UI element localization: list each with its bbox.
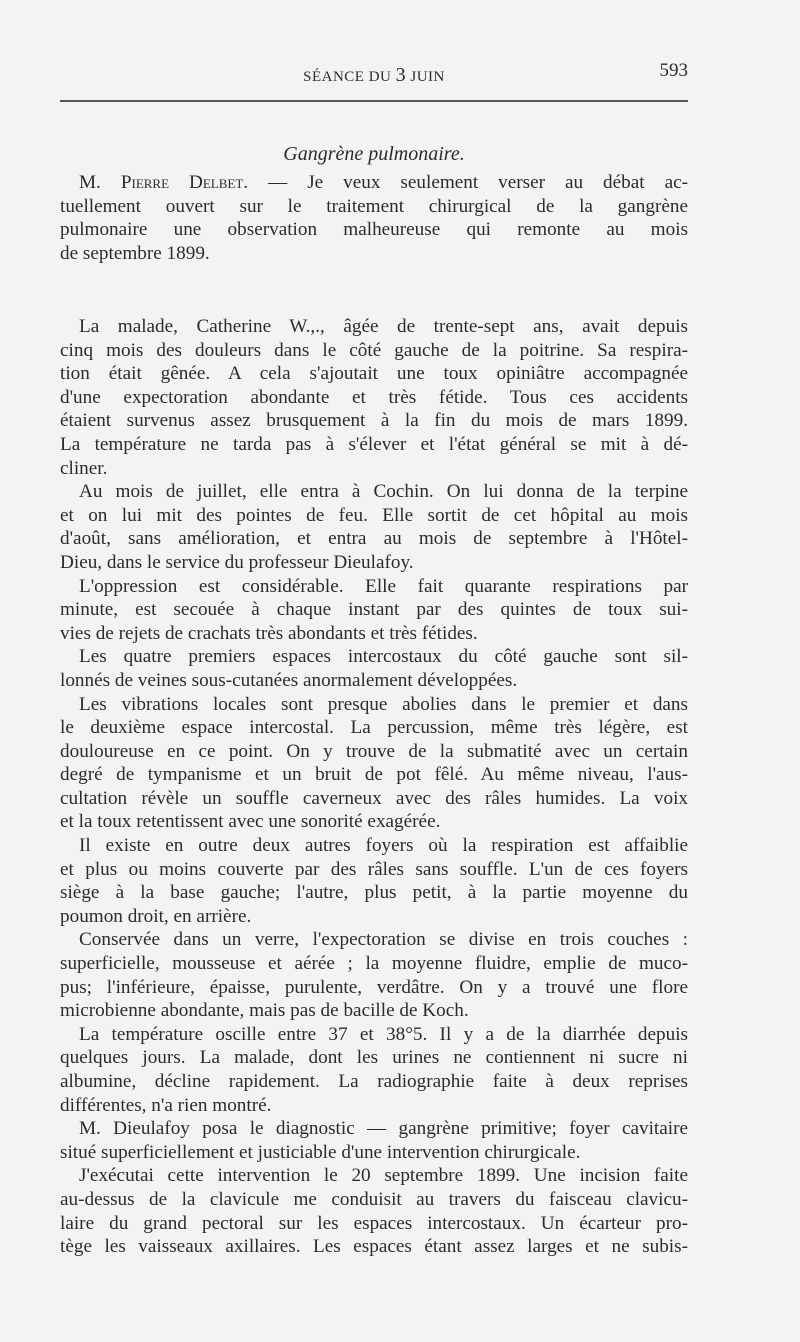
text-line: tuellement ouvert sur le traitement chirurgical de la gangrène [60, 195, 688, 217]
text-line: le deuxième espace intercostal. La percussion, même très légère, est [60, 717, 688, 739]
text-line: pulmonaire une observation malheureuse qui remonte au mois [60, 219, 688, 241]
text-line: La malade, Catherine W.,., âgée de trente-sept ans, avait depuis [79, 316, 688, 337]
text-line: situé superficiellement et justiciable d'une intervention chirurgicale. [60, 1141, 581, 1163]
text-line: cinq mois des douleurs dans le côté gauche de la poitrine. Sa respira- [60, 339, 688, 361]
text-line: siège à la base gauche; l'autre, plus petit, à la partie moyenne du [60, 882, 688, 904]
text-line: quelques jours. La malade, dont les urines ne contiennent ni sucre ni [60, 1047, 688, 1069]
text-line: Au mois de juillet, elle entra à Cochin. On lui donna de la terpine [79, 481, 688, 503]
page-number: 593 [659, 60, 688, 81]
text-line: microbienne abondante, mais pas de bacille de Koch. [60, 1000, 469, 1022]
text-line: poumon droit, en arrière. [60, 905, 252, 927]
text-line: cliner. [60, 457, 108, 479]
text-line: albumine, décline rapidement. La radiographie faite à deux reprises [60, 1071, 688, 1092]
text-line: La température oscille entre 37 et 38°5. Il y a de la diarrhée depuis [79, 1023, 688, 1045]
text-line: lonnés de veines sous-cutanées anormalement développées. [60, 669, 518, 691]
text-line: différentes, n'a rien montré. [60, 1094, 272, 1116]
running-title [60, 64, 688, 87]
paragraph [60, 645, 688, 692]
paragraph [60, 1117, 688, 1164]
text-line: superficielle, mousseuse et aérée ; la moyenne fluidre, emplie de muco- [60, 953, 688, 975]
text-line: vies de rejets de crachats très abondants et très fétides. [60, 622, 478, 644]
text-line: et la toux retentissent avec une sonorité exagérée. [60, 811, 441, 833]
text-line: tège les vaisseaux axillaires. Les espaces étant assez larges et ne subis- [60, 1236, 688, 1258]
body-text [60, 315, 688, 1259]
paragraph [60, 480, 688, 574]
running-title-suffix: JUIN [410, 69, 445, 85]
text-line: degré de tympanisme et un bruit de pot fêlé. Au même niveau, l'aus- [60, 764, 688, 786]
running-title-day: 3 [395, 64, 407, 86]
text-line: Les quatre premiers espaces intercostaux du côté gauche sont sil- [79, 646, 688, 668]
text-line: J'exécutai cette intervention le 20 septembre 1899. Une incision faite [79, 1165, 688, 1187]
text-line: cultation révèle un souffle caverneux avec des râles humides. La voix [60, 787, 688, 809]
text-line: L'oppression est considérable. Elle fait quarante respirations par [79, 575, 688, 597]
text-line: étaient survenus assez brusquement à la fin du mois de mars 1899. [60, 410, 688, 432]
text-line [60, 171, 688, 195]
paragraph [60, 928, 688, 1022]
text-line: Les vibrations locales sont presque abolies dans le premier et dans [79, 693, 688, 715]
text-line: et plus ou moins couverte par des râles sans souffle. L'un de ces foyers [60, 858, 688, 880]
header-rule [60, 100, 688, 102]
text-line: La température ne tarda pas à s'élever et l'état général se mit à dé- [60, 433, 688, 455]
paragraph [60, 1164, 688, 1258]
text-line: Conservée dans un verre, l'expectoration se divise en trois couches : [79, 929, 688, 951]
intro-paragraph [60, 171, 688, 265]
text-line: et on lui mit des pointes de feu. Elle sortit de cet hôpital au mois [60, 504, 688, 526]
section-title: Gangrène pulmonaire. [283, 143, 465, 165]
text-line: pus; l'inférieure, épaisse, purulente, verdâtre. On y a trouvé une flore [60, 976, 688, 998]
text-line: douloureuse en ce point. On y trouve de la submatité avec un certain [60, 740, 688, 762]
running-header [60, 60, 688, 86]
text-line: laire du grand pectoral sur les espaces intercostaux. Un écarteur pro- [60, 1212, 688, 1234]
text-line: d'une expectoration abondante et très fétide. Tous ces accidents [60, 386, 688, 408]
paragraph [60, 1023, 688, 1117]
speaker-name: M. Pierre Delbet. [79, 172, 249, 193]
paragraph [60, 575, 688, 646]
text-line: au-dessus de la clavicule me conduisit au travers du faisceau clavicu- [60, 1188, 688, 1210]
text-line: d'août, sans amélioration, et entra au mois de septembre à l'Hôtel- [60, 528, 688, 550]
text-line: minute, est secouée à chaque instant par des quintes de toux sui- [60, 599, 688, 621]
paragraph [60, 834, 688, 928]
paragraph [60, 315, 688, 480]
text-line: Il existe en outre deux autres foyers où la respiration est affaiblie [79, 835, 688, 857]
text-line: M. Dieulafoy posa le diagnostic — gangrène primitive; foyer cavitaire [79, 1118, 688, 1140]
text-line: tion était gênée. A cela s'ajoutait une toux opiniâtre accompagnée [60, 363, 688, 385]
paragraph [60, 693, 688, 835]
text-line: Dieu, dans le service du professeur Dieulafoy. [60, 551, 414, 573]
running-title-prefix: SÉANCE DU [303, 69, 392, 85]
text-line: de septembre 1899. [60, 242, 210, 264]
text-line-content: — Je veux seulement verser au débat ac- [248, 172, 688, 193]
